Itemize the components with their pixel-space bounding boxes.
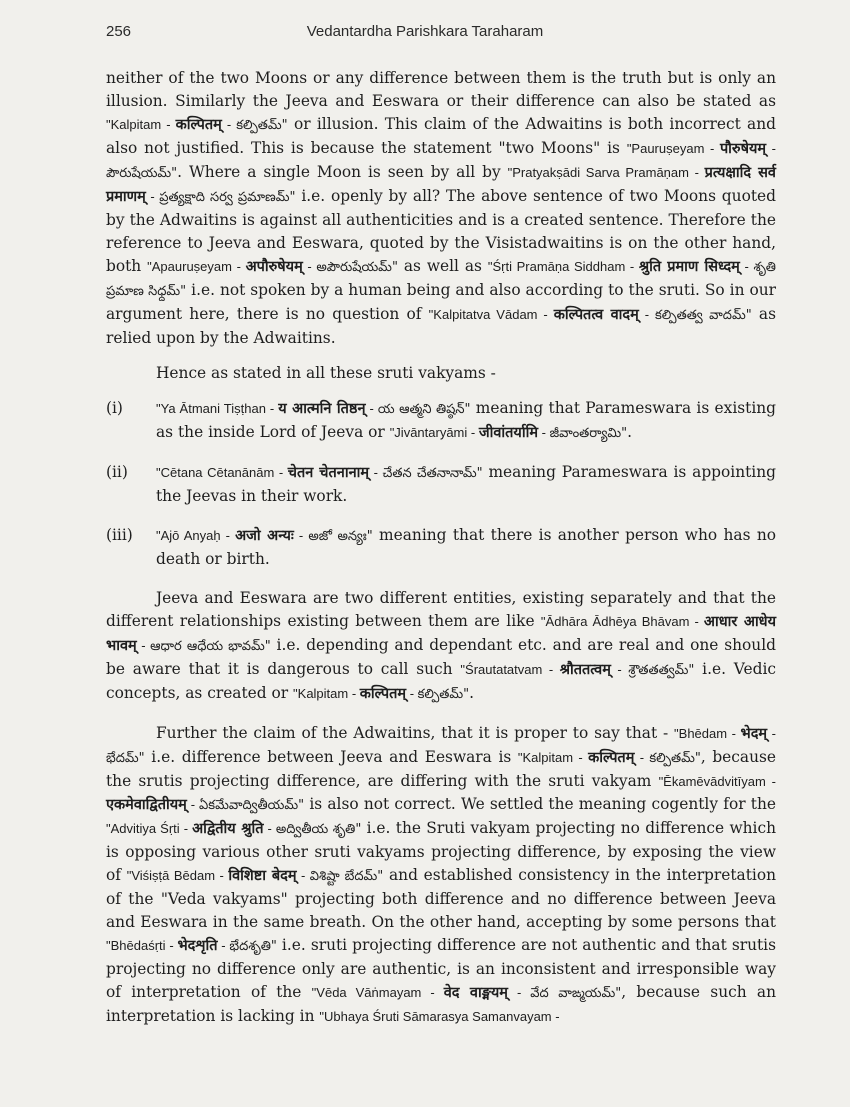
text-span: . Where a single Moon is seen by all by [177,163,508,181]
text-span: i.e. not spoken by a human being and also according to the sruti. So in our argument here, there is no question of [106,281,776,323]
separator: - [766,141,776,156]
text-span: as well as [397,257,488,275]
text-span: as relied upon by the Adwaitins. [106,305,776,347]
transliteration: "Bhēdaśṛti - [106,938,178,953]
transliteration: "Cētana Cētanānām - [156,465,288,480]
transliteration: "Kalpitam - [293,686,360,701]
transliteration: "Kalpitam - [517,750,589,765]
paragraph-3 [106,587,776,706]
transliteration: "Jivāntaryāmi - [389,425,479,440]
transliteration: "Śrautatatvam - [460,662,560,677]
text-span: meaning that Parameswara is existing as the inside Lord of Jeeva or [156,399,777,441]
text-span: i.e. the Sruti vakyam projecting no difference which is opposing various other sruti vakyams projecting difference, by exposing the view of [106,819,776,884]
separator: - [369,465,383,480]
transliteration: "Vēda Vāṅmayam - [311,985,444,1000]
body-text [106,67,776,1028]
devanagari-term: एकमेवाद्वितीयम् [106,797,187,813]
text-span: i.e. depending and dependant etc. and are real and one should be aware that it is dangerous to call such [106,636,776,678]
item-text [156,397,776,445]
transliteration: "Kalpitatva Vādam - [428,307,554,322]
separator: - [610,662,629,677]
text-span: i.e. openly by all? The above sentence of two Moons quoted by the Adwaitins is against all authenticities and is a created sentence. Therefore the reference to Jeeva and Eeswara, quoted by the Visistadwaitins is on the other hand, both [106,187,776,275]
telugu-term: శృతి ప్రమాణ సిధ్దమ్" [106,260,776,299]
separator: - [767,726,777,741]
devanagari-term: भेदम् [740,726,768,742]
page-header [0,20,850,44]
transliteration: "Śṛti Pramāṇa Siddham - [487,259,639,274]
devanagari-term: आधार आधेय भावम् [106,614,776,654]
separator: - [186,797,200,812]
transliteration: "Ajō Anyaḥ - [156,528,236,543]
separator: - [296,868,310,883]
devanagari-term: य आत्मनि तिष्ठन् [278,401,366,417]
separator: - [638,307,655,322]
separator: - [263,821,276,836]
devanagari-term: कल्पितम् [175,117,222,133]
text-span: i.e. sruti projecting difference are not authentic and that srutis projecting no difference only are authentic, is an inconsistent and irresponsible way of interpretation of the [106,936,776,1001]
transliteration: "Ādhāra Ādhēya Bhāvam - [540,614,704,629]
telugu-term: విశిష్టా బేదమ్" [309,869,384,884]
transliteration: "Pratyakṣādi Sarva Pramāṇam - [507,165,705,180]
transliteration: "Viśiṣṭā Bēdam - [126,868,229,883]
separator: - [145,189,160,204]
text-span: Jeeva and Eeswara are two different entities, existing separately and that the different relationships existing between them are like [106,589,776,630]
text-span: meaning that there is another person who has no death or birth. [156,526,776,568]
devanagari-term: पौरुषेयम् [719,141,767,157]
item-label: (iii) [106,526,133,544]
telugu-term: ఆధార ఆధేయ భావమ్" [150,639,271,654]
transliteration: "Apauruṣeyam - [147,259,246,274]
separator: - [293,528,309,543]
text-span: , because such an interpretation is lacking in [106,983,776,1025]
devanagari-term: श्रुति प्रमाण सिध्दम् [638,259,740,275]
transliteration: "Ēkamēvādvitīyam - [658,774,776,789]
telugu-term: భేదశృతి" [229,939,277,954]
text-span: i.e. Vedic concepts, as created or [106,660,776,702]
devanagari-term: श्रौततत्वम् [559,662,611,678]
devanagari-term: चेतन चेतनानाम् [287,465,370,481]
item-text [156,461,776,508]
separator: - [136,638,151,653]
telugu-term: య ఆత్మని తిష్ఠన్" [377,402,471,417]
separator: - [302,259,317,274]
telugu-term: శ్రౌతతత్వమ్" [628,663,695,678]
telugu-term: అజో అన్యః" [308,529,373,544]
telugu-term: కల్పితమ్" [417,687,470,702]
devanagari-term: वेद वाङ्मयम् [443,985,508,1001]
paragraph-2: Hence as stated in all these sruti vakyams - [156,364,496,382]
list-item-1 [106,397,776,445]
separator: - [739,259,754,274]
transliteration: "Pauruṣeyam - [626,141,720,156]
devanagari-term: अद्वितीय श्रुति [192,821,264,837]
text-span: . [627,423,633,441]
telugu-term: వేద వాఙ్మయమ్" [530,986,622,1001]
separator: - [217,938,230,953]
text-span: and established consistency in the interpretation of the "Veda vakyams" projecting both difference and no difference between Jeeva and Eeswara in the same breath. On the other hand, accepting by some persons that [106,866,777,931]
devanagari-term: प्रत्यक्षादि सर्व प्रमाणम् [106,165,776,205]
devanagari-term: कल्पितम् [359,686,407,702]
text-span: is also not correct. We settled the meaning cogently for the [304,795,776,813]
separator: - [365,401,378,416]
text-span: neither of the two Moons or any difference between them is the truth but is only an illusion. Similarly the Jeeva and Eeswara or their difference can also be stated as [106,69,776,110]
paragraph-1 [106,67,776,350]
item-label: (i) [106,399,123,417]
separator: - [507,985,531,1000]
telugu-term: జీవాంతర్యామి" [549,426,628,441]
page-number: 256 [106,23,132,40]
transliteration: "Kalpitam - [106,117,176,132]
text-span: meaning Parameswara is appointing the Jeevas in their work. [156,463,776,505]
devanagari-term: कल्पितत्व वादम् [553,307,639,323]
list-item-3 [106,524,776,571]
transliteration: "Bhēdam - [674,726,741,741]
text-span: . [469,684,474,702]
telugu-term: చేతన చేతనానామ్" [382,466,483,481]
devanagari-term: जीवांतर्यामि [478,425,539,441]
telugu-term: పౌరుషేయమ్" [106,166,178,181]
transliteration: "Ubhaya Śruti Sāmarasya Samanvayam - [319,1009,560,1024]
text-span: i.e. difference between Jeeva and Eeswara is [144,748,518,766]
telugu-term: కల్పితత్వ వాదమ్" [654,308,752,323]
devanagari-term: अजो अन्यः [235,528,294,544]
devanagari-term: कल्पितम् [588,750,635,766]
running-title: Vedantardha Parishkara Taraharam [306,23,544,40]
devanagari-term: विशिष्टा बेदम् [228,868,297,884]
item-label: (ii) [106,463,128,481]
separator: - [406,686,418,701]
text-span: , because the srutis projecting difference, are differing with the sruti vakyam [106,748,777,790]
telugu-term: భేదమ్" [106,751,145,766]
devanagari-term: अपौरुषेयम् [245,259,303,275]
transliteration: "Advitiya Śṛti - [106,821,193,836]
separator: - [634,750,650,765]
telugu-term: అద్వితీయ శృతి" [275,822,362,837]
item-text [156,524,776,571]
separator: - [221,117,237,132]
telugu-term: కల్పితమ్" [236,118,288,133]
paragraph-4 [106,722,776,1028]
telugu-term: కల్పితమ్" [649,751,701,766]
devanagari-term: भेदशृति [177,938,218,954]
text-span: or illusion. This claim of the Adwaitins is both incorrect and also not justified. This is because the statement "two Moons" is [106,115,776,157]
telugu-term: ఏకమేవాద్వితీయమ్" [199,798,305,813]
transliteration: "Ya Ātmani Tiṣṭhan - [156,401,279,416]
text-span: Further the claim of the Adwaitins, that it is proper to say that - [156,724,675,742]
separator: - [538,425,550,440]
telugu-term: అపౌరుషేయమ్" [316,260,398,275]
telugu-term: ప్రత్యక్షాది సర్వ ప్రమాణమ్" [159,190,296,205]
list-item-2 [106,461,776,508]
